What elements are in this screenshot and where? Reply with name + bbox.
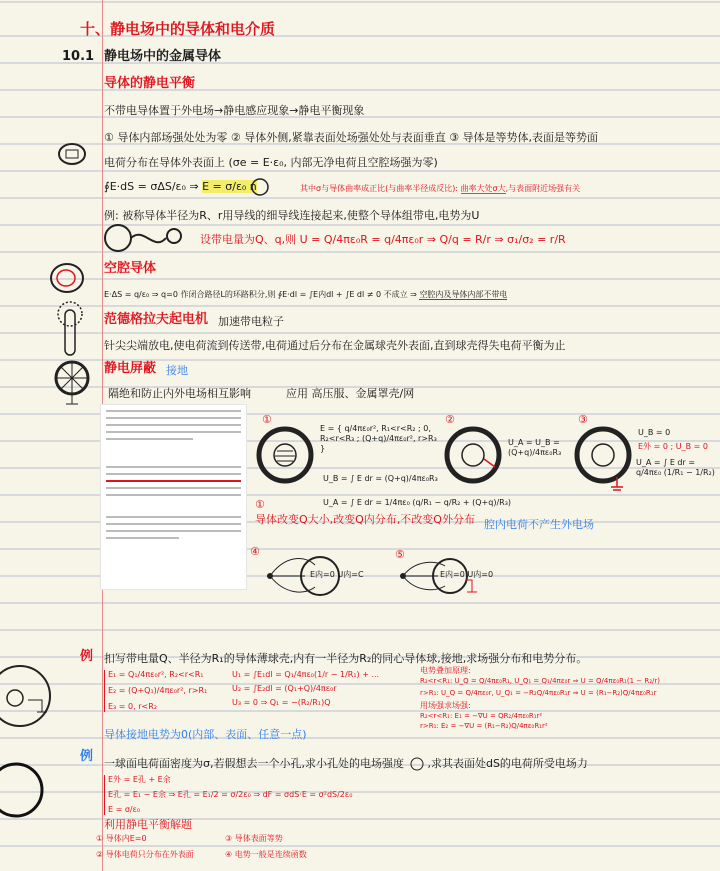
example3-question-text: 一球面电荷面密度为σ,若假想去一个小孔,求小孔处的电场强度 [104, 757, 408, 770]
superposition-title: 电势叠加原理: [420, 666, 471, 675]
example2-question: 扣写带电量Q、半径为R₁的导体薄球壳,内有一半径为R₂的同心导体球,接地,求场强分布和电势分布。 [104, 652, 588, 665]
summary-item: ④ 电势一般是连续函数 [225, 850, 307, 859]
textbook-text-line [106, 473, 241, 475]
field-row: r>R₁: E₂ = −∇U = (R₁−R₂)Q/4πε₀R₁r² [420, 722, 548, 730]
example2-E-system [104, 670, 226, 712]
textbook-text-line [106, 530, 241, 532]
E-row: E₁ = Q₁/4πε₀r², R₂<r<R₁ [108, 670, 204, 679]
U-row: U₃ = 0 ⇒ Q₁ = −(R₂/R₁)Q [232, 698, 331, 707]
U-row: U₂ = ∫E₂dl = (Q₁+Q)/4πε₀r [232, 684, 337, 693]
gauss-law [104, 180, 257, 194]
page-title: 十、静电场中的导体和电介质 [80, 20, 276, 38]
note-case-label: ① [255, 498, 265, 511]
two-spheres-sketch-icon [104, 222, 194, 252]
example3-row: E = σ/ε₀ [108, 805, 141, 814]
example2-label: 例 [80, 649, 94, 664]
pasted-textbook-image [100, 404, 247, 590]
field-title: 用场强求场强: [420, 701, 471, 710]
case-5-label: ⑤ [395, 548, 405, 561]
superposition-row: R₂<r<R₁: U_Q = Q/4πε₀R₁, U_Q₁ = Q₁/4πε₀r ⇒ U = Q/4πε₀R₁(1 − R₂/r) [420, 677, 660, 685]
case-4-label: ④ [250, 545, 260, 558]
cavity-heading: 空腔导体 [104, 261, 157, 276]
E-row: E₂ = (Q+Q₁)/4πε₀r², r>R₁ [108, 686, 208, 695]
curvature-note-text: 其中σ与导体曲率成正比(与曲率半径成反比): [300, 184, 461, 193]
textbook-highlight-line [106, 480, 241, 482]
section-number: 10.1 [62, 49, 95, 64]
curvature-note-underlined: 曲率大处σ大 [460, 184, 506, 193]
textbook-text-line [106, 438, 193, 440]
cavity-sketch-icon [50, 262, 86, 296]
example2-U-system [232, 670, 412, 708]
example2-right-notes [420, 666, 718, 731]
shielding-note-blue: 腔内电荷不产生外电场 [484, 518, 594, 531]
vdg-generator-sketch-icon [55, 300, 85, 360]
equilibrium-heading: 导体的静电平衡 [104, 76, 196, 91]
grounded-note: 导体接地电势为0(内部、表面、任意一点) [104, 728, 307, 741]
shielding-note-red: 导体改变Q大小,改变Q内分布,不改变Q外分布 [255, 513, 475, 526]
summary-item: ① 导体内E=0 [96, 834, 147, 843]
shield-sketch-icon [52, 360, 98, 410]
case-3-label: ③ [578, 413, 588, 426]
case-2-label: ② [445, 413, 455, 426]
shielding-text: 隔绝和防止内外电场相互影响 [108, 387, 251, 400]
hole-circle-icon [407, 757, 427, 771]
field-row: R₂<r<R₁: E₁ = −∇U = QR₂/4πε₀R₁r² [420, 712, 543, 720]
textbook-text-line [106, 516, 241, 518]
case1-UA: U_A = ∫ E dr = 1/4πε₀ (q/R₁ − q/R₂ + (Q+q)/R₃) [323, 498, 512, 507]
shell-diagram-2 [443, 425, 508, 485]
vdg-text: 针尖尖端放电,使电荷流到传送带,电荷通过后分布在金属球壳外表面,直到球壳得失电荷平衡为止 [104, 339, 566, 352]
textbook-text-line [106, 523, 241, 525]
cavity-argument: E·ΔS = q/ε₀ ⇒ q=0 作闭合路径L的环路积分,则 ∮E·dl = ∫E内dl + ∫E dl ≠ 0 不成立 ⇒ [104, 290, 420, 299]
textbook-text-line [106, 410, 241, 412]
case3-UB: U_B = 0 [638, 428, 671, 437]
example1-question: 例: 被称导体半径为R、r用导线的细导线连接起来,使整个导体组带电,电势为U [104, 209, 480, 222]
textbook-text-line [106, 424, 241, 426]
example3-row: E孔 = E₁ − E余 ⇒ E孔 = E₁/2 = σ/2ε₀ ⇒ dF = σdS·E = σ²dS/2ε₀ [108, 790, 353, 799]
charge-distribution: 电荷分布在导体外表面上 (σe = E·ε₀, 内部无净电荷且空腔场强为零) [104, 156, 438, 169]
textbook-text-line [106, 466, 241, 468]
concentric-sphere-sketch-icon [0, 660, 60, 730]
textbook-text-line [106, 431, 241, 433]
shell-diagram-3 [573, 425, 633, 500]
cavity-text [104, 290, 507, 300]
shell-diagram-1 [255, 425, 315, 485]
sphere-hole-sketch-icon [0, 762, 60, 822]
gauss-law-expression: ∮E·dS = σΔS/ε₀ ⇒ [104, 180, 203, 193]
textbook-text-line [106, 487, 241, 489]
vdg-heading: 范德格拉夫起电机 [104, 312, 209, 327]
equilibrium-points: ① 导体内部场强处处为零 ② 导体外侧,紧靠表面处场强处处与表面垂直 ③ 导体是等势体,表面是等势面 [104, 131, 599, 144]
grounding-tag: 接地 [166, 364, 188, 377]
E-row: E₃ = 0, r<R₂ [108, 702, 157, 711]
case3-system: E外 = 0 ; U_B = 0 [638, 442, 708, 451]
case1-UB: U_B = ∫ E dr = (Q+q)/4πε₀R₃ [323, 474, 438, 483]
sphere-sketch-icon [250, 175, 270, 197]
example3-question-end: ,求其表面处dS的电荷所受电场力 [427, 757, 588, 770]
shielding-heading: 静电屏蔽 [104, 361, 157, 376]
gauss-law-result: E = σ/ε₀ n [202, 180, 257, 193]
example3-row: E外 = E孔 + E余 [108, 775, 171, 784]
cavity-conclusion: 空腔内及导体内部不带电 [419, 290, 508, 299]
textbook-text-line [106, 494, 241, 496]
summary-item: ② 导体电荷只分布在外表面 [96, 850, 194, 859]
example3-question [104, 757, 588, 771]
example3-system [104, 775, 352, 815]
summary-heading: 利用静电平衡解题 [104, 818, 192, 831]
curvature-note-end: ,与表面附近场强有关 [505, 184, 581, 193]
example1-solution: 设带电量为Q、q,则 U = Q/4πε₀R = q/4πε₀r ⇒ Q/q = R/r ⇒ σ₁/σ₂ = r/R [200, 233, 566, 246]
U-row: U₁ = ∫E₁dl = Q₁/4πε₀(1/r − 1/R₁) + ... [232, 670, 380, 679]
section-title: 静电场中的金属导体 [104, 49, 222, 64]
conductor-sketch-icon [58, 140, 88, 170]
textbook-text-line [106, 417, 241, 419]
curvature-note [300, 184, 580, 194]
summary-item: ③ 导体表面等势 [225, 834, 283, 843]
shielding-application: 应用 高压服、金属罩壳/网 [286, 387, 415, 400]
vdg-subtitle: 加速带电粒子 [218, 315, 284, 328]
example3-label: 例 [80, 749, 94, 764]
case4-labels: E内=0 U内=C [310, 570, 364, 579]
case3-UA: U_A = ∫ E dr = q/4πε₀ (1/R₁ − 1/R₂) [636, 458, 715, 477]
equilibrium-chain: 不带电导体置于外电场→静电感应现象→静电平衡现象 [104, 104, 365, 117]
textbook-text-line [106, 537, 179, 539]
case5-labels: E内=0 U内=0 [440, 570, 494, 579]
case1-E-piecewise: E = { q/4πε₀r², R₁<r<R₂ ; 0, R₂<r<R₃ ; (Q+q)/4πε₀r², r>R₃ } [320, 424, 437, 453]
superposition-row: r>R₁: U_Q = Q/4πε₀r, U_Q₁ = −R₂Q/4πε₀R₁r ⇒ U = (R₁−R₂)Q/4πε₀R₁r [420, 689, 657, 697]
case-1-label: ① [262, 413, 272, 426]
case2-equation: U_A = U_B = (Q+q)/4πε₀R₃ [508, 438, 562, 457]
